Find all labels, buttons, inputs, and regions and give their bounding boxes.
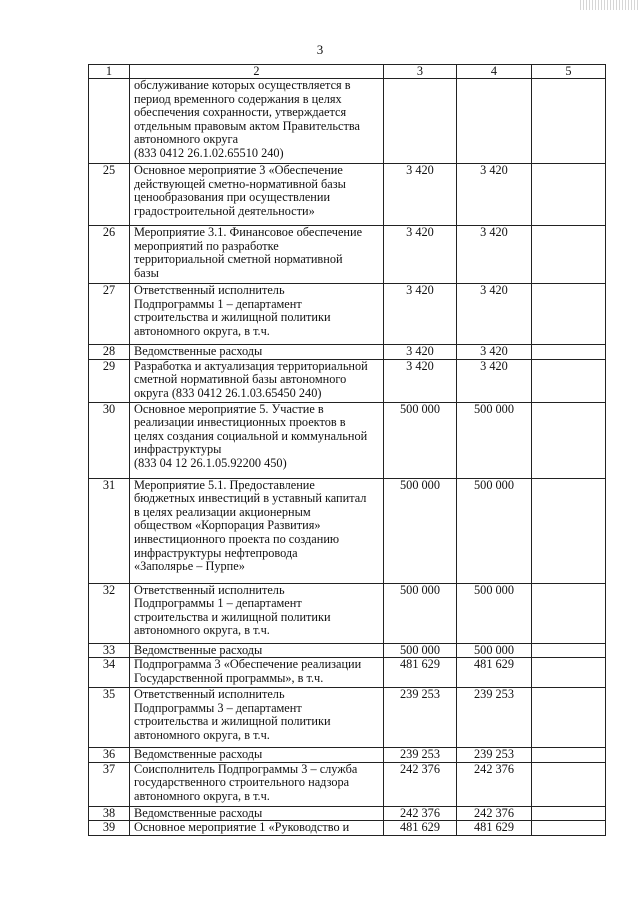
row-value-col4: 242 376 (457, 806, 532, 821)
row-value-col5 (532, 284, 606, 345)
row-description: Мероприятие 3.1. Финансовое обеспечение мероприятий по разработке территориальной сметной нормативной базы (130, 226, 384, 284)
row-number: 29 (89, 359, 130, 402)
row-description: Мероприятие 5.1. Предоставление бюджетных инвестиций в уставный капитал в целях реализации акционерным обществом «Корпорация Развития» инвестиционного проекта по созданию инфраструктуры нефтепровода «Заполярье – Пурпе» (130, 478, 384, 583)
row-number (89, 79, 130, 164)
row-description: Основное мероприятие 5. Участие в реализации инвестиционных проектов в целях создания социальной и коммунальной инфраструктуры (833 04 12 26.1.05.92200 450) (130, 402, 384, 478)
row-value-col4: 3 420 (457, 164, 532, 226)
row-value-col5 (532, 583, 606, 643)
row-value-col4: 3 420 (457, 226, 532, 284)
row-number: 39 (89, 821, 130, 836)
table-row (89, 226, 606, 284)
table-row (89, 164, 606, 226)
row-value-col4: 3 420 (457, 284, 532, 345)
row-value-col3: 242 376 (384, 762, 457, 806)
row-value-col3 (384, 79, 457, 164)
row-value-col4: 3 420 (457, 359, 532, 402)
row-number: 31 (89, 478, 130, 583)
table-row (89, 359, 606, 402)
table-row (89, 762, 606, 806)
table-row (89, 643, 606, 658)
row-description: Ведомственные расходы (130, 643, 384, 658)
row-number: 30 (89, 402, 130, 478)
row-description: Подпрограмма 3 «Обеспечение реализации Государственной программы», в т.ч. (130, 658, 384, 688)
row-value-col5 (532, 345, 606, 360)
row-value-col4: 239 253 (457, 688, 532, 748)
row-number: 36 (89, 748, 130, 763)
row-value-col3: 242 376 (384, 806, 457, 821)
budget-table (88, 64, 606, 836)
row-value-col5 (532, 478, 606, 583)
row-number: 34 (89, 658, 130, 688)
row-number: 25 (89, 164, 130, 226)
table-row (89, 658, 606, 688)
row-value-col3: 500 000 (384, 583, 457, 643)
page-number: 3 (316, 42, 324, 57)
row-value-col5 (532, 762, 606, 806)
row-value-col4: 481 629 (457, 821, 532, 836)
row-description: Соисполнитель Подпрограммы 3 – служба государственного строительного надзора автономного округа, в т.ч. (130, 762, 384, 806)
row-description: Ведомственные расходы (130, 806, 384, 821)
row-number: 33 (89, 643, 130, 658)
row-value-col3: 500 000 (384, 478, 457, 583)
row-number: 28 (89, 345, 130, 360)
row-value-col4: 3 420 (457, 345, 532, 360)
row-value-col4: 500 000 (457, 583, 532, 643)
row-description: Основное мероприятие 1 «Руководство и (130, 821, 384, 836)
table-row (89, 821, 606, 836)
table-row (89, 688, 606, 748)
table-row (89, 402, 606, 478)
table-row (89, 748, 606, 763)
row-value-col5 (532, 226, 606, 284)
row-value-col4: 500 000 (457, 478, 532, 583)
row-value-col3: 3 420 (384, 359, 457, 402)
row-value-col5 (532, 806, 606, 821)
row-value-col4: 500 000 (457, 643, 532, 658)
row-value-col4: 500 000 (457, 402, 532, 478)
row-number: 37 (89, 762, 130, 806)
row-description: обслуживание которых осуществляется в период временного содержания в целях обеспечения сохранности, утверждается отдельным правовым актом Правительства автономного округа (833 0412 26.1.02.65510 240) (130, 79, 384, 164)
row-number: 32 (89, 583, 130, 643)
row-value-col4: 481 629 (457, 658, 532, 688)
column-header-5: 5 (532, 65, 606, 79)
table-body (89, 79, 606, 836)
table-row (89, 478, 606, 583)
row-value-col3: 239 253 (384, 748, 457, 763)
column-header-1: 1 (89, 65, 130, 79)
row-number: 26 (89, 226, 130, 284)
row-number: 35 (89, 688, 130, 748)
row-value-col5 (532, 402, 606, 478)
table-header-row (89, 65, 606, 79)
row-value-col5 (532, 359, 606, 402)
row-description: Ответственный исполнитель Подпрограммы 1 – департамент строительства и жилищной политики автономного округа, в т.ч. (130, 284, 384, 345)
row-value-col5 (532, 643, 606, 658)
row-description: Основное мероприятие 3 «Обеспечение действующей сметно-нормативной базы ценообразования при осуществлении градостроительной деятельности» (130, 164, 384, 226)
row-value-col4 (457, 79, 532, 164)
row-value-col3: 3 420 (384, 345, 457, 360)
row-value-col5 (532, 658, 606, 688)
row-value-col3: 3 420 (384, 164, 457, 226)
scan-edge-mark (580, 0, 640, 10)
row-value-col5 (532, 748, 606, 763)
row-description: Ведомственные расходы (130, 345, 384, 360)
row-value-col3: 500 000 (384, 643, 457, 658)
row-value-col3: 3 420 (384, 284, 457, 345)
row-value-col3: 3 420 (384, 226, 457, 284)
row-value-col3: 481 629 (384, 658, 457, 688)
row-description: Разработка и актуализация территориальной сметной нормативной базы автономного округа (833 0412 26.1.03.65450 240) (130, 359, 384, 402)
table-row (89, 345, 606, 360)
row-number: 38 (89, 806, 130, 821)
column-header-3: 3 (384, 65, 457, 79)
row-value-col4: 242 376 (457, 762, 532, 806)
row-description: Ответственный исполнитель Подпрограммы 3 – департамент строительства и жилищной политики автономного округа, в т.ч. (130, 688, 384, 748)
row-value-col5 (532, 821, 606, 836)
row-value-col3: 481 629 (384, 821, 457, 836)
row-description: Ответственный исполнитель Подпрограммы 1 – департамент строительства и жилищной политики автономного округа, в т.ч. (130, 583, 384, 643)
row-value-col5 (532, 79, 606, 164)
table-row (89, 806, 606, 821)
row-value-col3: 239 253 (384, 688, 457, 748)
column-header-2: 2 (130, 65, 384, 79)
table-row (89, 284, 606, 345)
row-value-col5 (532, 688, 606, 748)
column-header-4: 4 (457, 65, 532, 79)
table-row (89, 583, 606, 643)
row-value-col3: 500 000 (384, 402, 457, 478)
row-description: Ведомственные расходы (130, 748, 384, 763)
table-row (89, 79, 606, 164)
row-value-col5 (532, 164, 606, 226)
row-value-col4: 239 253 (457, 748, 532, 763)
row-number: 27 (89, 284, 130, 345)
